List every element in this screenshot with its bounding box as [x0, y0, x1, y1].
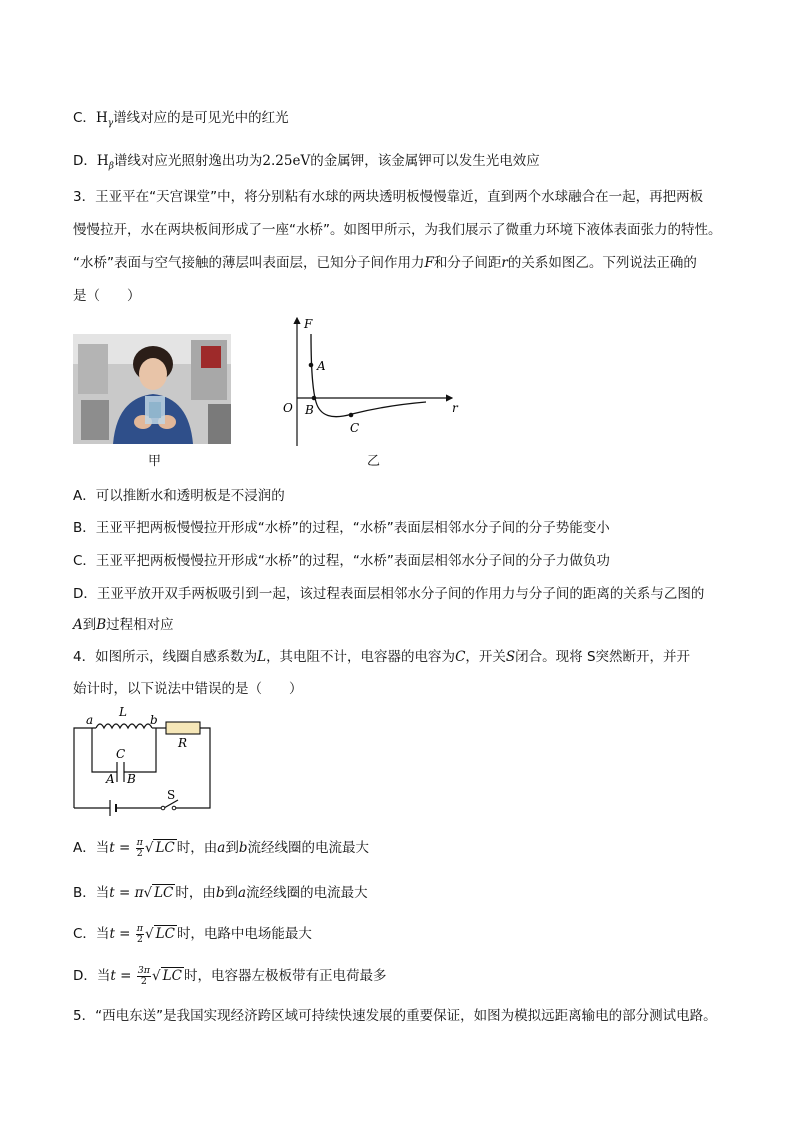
fig-jia-caption: 甲 [148, 454, 162, 469]
sqrt-sign: √ [152, 968, 161, 984]
sqrt-sign: √ [143, 885, 153, 901]
switch-contact-left [161, 806, 165, 810]
circuit-label-plate-a: A [106, 772, 115, 786]
force-curve [311, 334, 426, 417]
fraction-3pi-over-2: $\frac{3\pi}{2}$ [137, 964, 151, 987]
q4-stem-line1: 4．如图所示，线圈自感系数为L，其电阻不计，电容器的电容为C，开关S闭合。现将 S突然断开，并开 [73, 649, 691, 665]
graph-label-f: F [304, 317, 313, 331]
inductor-coil [96, 724, 152, 728]
fraction-pi-over-2: $\frac{\pi}{2}$ [136, 922, 144, 945]
q3-option-b: B．王亚平把两板慢慢拉开形成“水桥”的过程，“水桥”表面层相邻水分子间的分子势能变小 [73, 520, 610, 536]
wire-cap-right [124, 728, 156, 772]
circuit-label-plate-b: B [127, 772, 136, 786]
point-a [309, 363, 314, 368]
lc-circuit-diagram [66, 700, 226, 816]
sqrt-sign: √ [144, 840, 154, 856]
q2-option-d: D．$H_\beta$谱线对应光照射逸出功为2.25eV的金属钾，该金属钾可以发生光电效应 [73, 153, 540, 172]
q4-stem-line2: 始计时，以下说法中错误的是（ ） [73, 681, 303, 697]
q4-option-a: A．当t = $\frac{\pi}{2}$ √ LC 时，由a到b流经线圈的电流最大 [73, 836, 369, 859]
q4-option-b: B．当t = π√ LC 时，由b到a流经线圈的电流最大 [73, 885, 368, 901]
circuit-label-l: L [119, 705, 127, 719]
circuit-label-c: C [116, 747, 126, 761]
q3-option-d-line1: D．王亚平放开双手两板吸引到一起，该过程表面层相邻水分子间的作用力与分子间的距离的关系与乙图的 [73, 586, 705, 602]
circuit-label-a: a [86, 713, 94, 727]
q3-stem-line4: 是（ ） [73, 288, 141, 304]
wire-left [74, 728, 96, 808]
q3-option-c: C．王亚平把两板慢慢拉开形成“水桥”的过程，“水桥”表面层相邻水分子间的分子力做负功 [73, 553, 610, 569]
q3-stem-line2: 慢慢拉开，水在两块板间形成了一座“水桥”。如图甲所示，为我们展示了微重力环境下液体表面张力的特性。 [73, 222, 722, 238]
q4-option-c: C．当t = $\frac{\pi}{2}$ √ LC 时，电路中电场能最大 [73, 922, 312, 945]
q3-option-a: A．可以推断水和透明板是不浸润的 [73, 488, 285, 504]
switch-contact-right [172, 806, 176, 810]
graph-label-b: B [305, 403, 314, 417]
circuit-label-s: S [167, 788, 176, 802]
fig-yi-caption: 乙 [367, 454, 381, 469]
q3-stem-line1: 3．王亚平在“天宫课堂”中，将分别粘有水球的两块透明板慢慢靠近，直到两个水球融合在一起，再把两板 [73, 189, 704, 205]
resistor [166, 722, 200, 734]
circuit-label-r: R [178, 736, 188, 750]
q5-stem-line1: 5．“西电东送”是我国实现经济跨区域可持续快速发展的重要保证，如图为模拟远距离输电的部分测试电路。 [73, 1008, 717, 1024]
q4-option-d: D．当t = $\frac{3\pi}{2}$ √ LC 时，电容器左极板带有正电荷最多 [73, 964, 387, 987]
water-bridge-photo [73, 334, 231, 444]
q3-stem-line3: “水桥”表面与空气接触的薄层叫表面层，已知分子间作用力F和分子间距r的关系如图乙。下列说法正确的 [73, 255, 697, 271]
point-c [349, 413, 354, 418]
q2-option-c: C．$H_\gamma$谱线对应的是可见光中的红光 [73, 110, 289, 129]
wire-cap-left [92, 728, 117, 772]
point-b [312, 396, 317, 401]
q3-option-d-line2: A到B过程相对应 [73, 617, 174, 633]
graph-label-r: r [452, 401, 458, 415]
graph-label-a: A [317, 359, 326, 373]
graph-label-c: C [350, 421, 360, 435]
water-bridge-photo-drawing [73, 334, 231, 444]
force-distance-graph [280, 312, 460, 452]
fraction-pi-over-2: $\frac{\pi}{2}$ [136, 836, 143, 859]
graph-label-o: O [283, 401, 293, 415]
circuit-label-b: b [150, 713, 158, 727]
sqrt-sign: √ [145, 926, 154, 942]
